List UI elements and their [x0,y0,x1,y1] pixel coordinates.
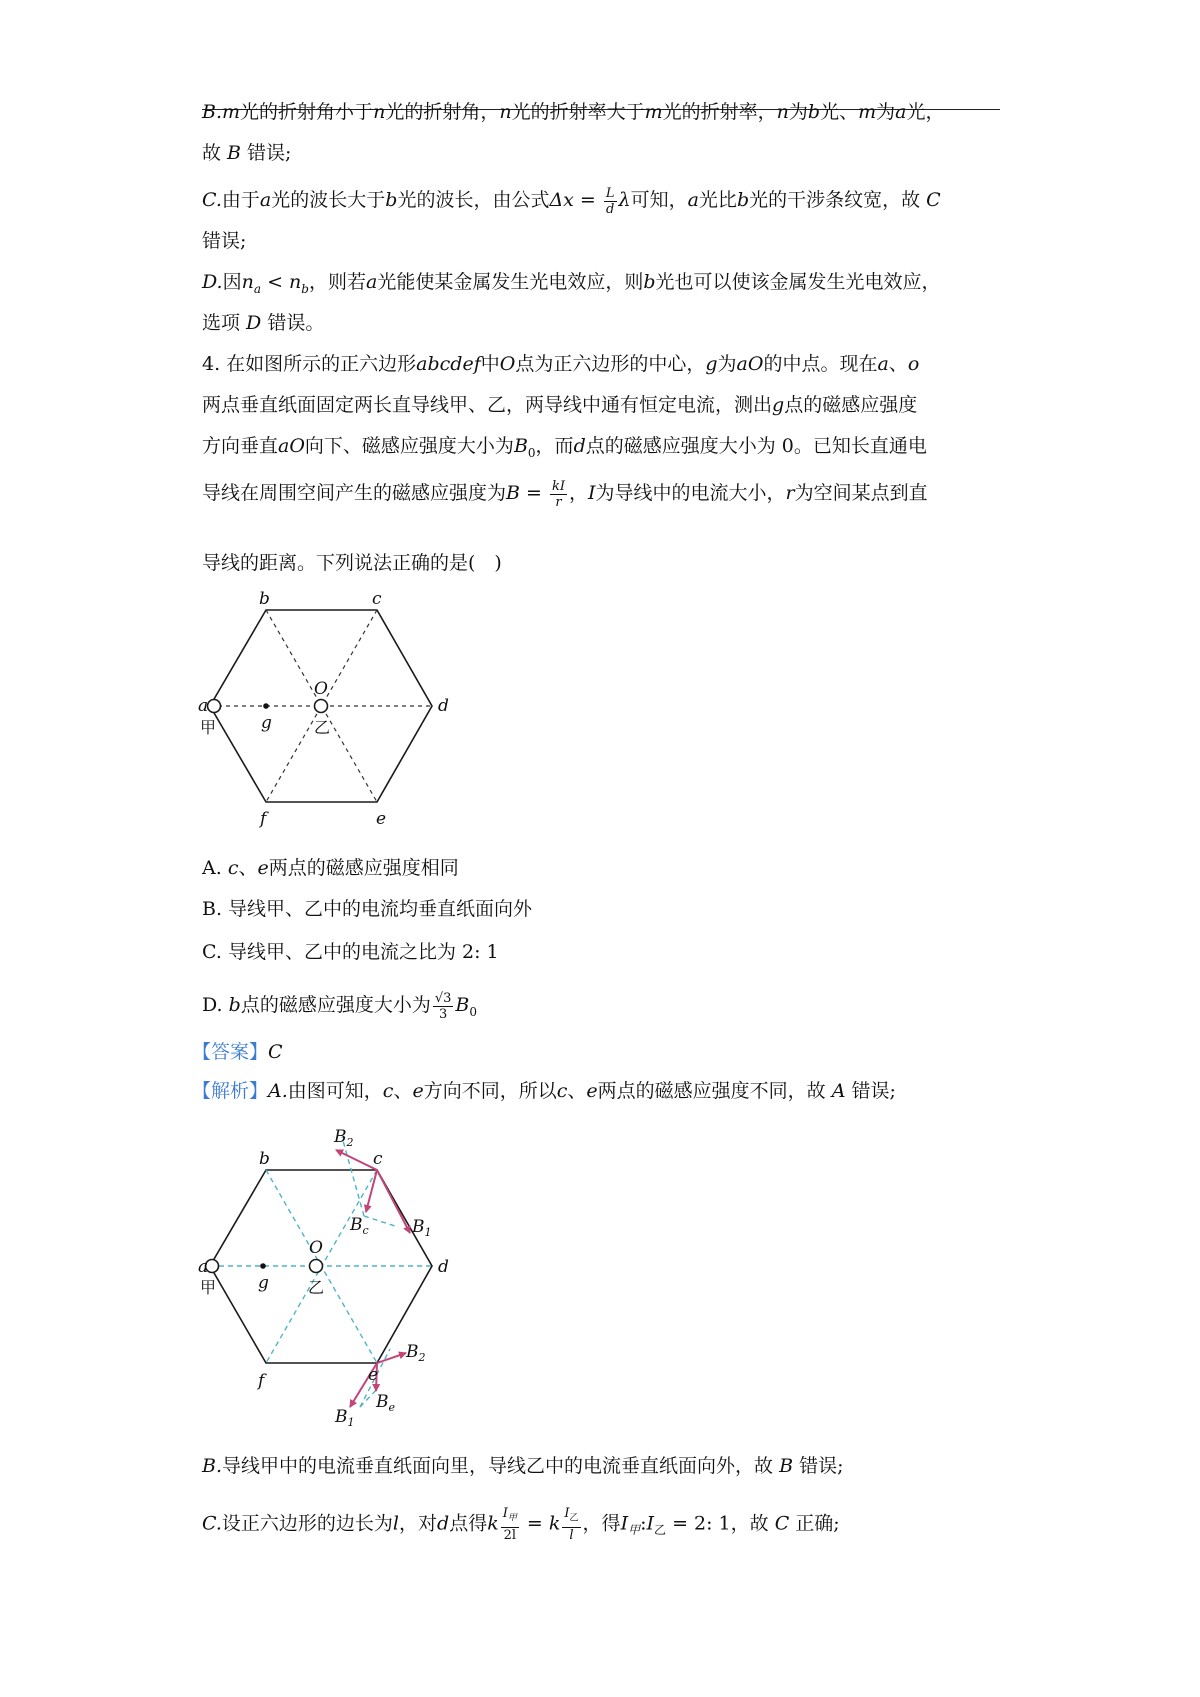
label-d: d [438,696,449,716]
hexagon-figure-2 [200,1112,520,1432]
var: n [776,101,789,123]
var: d [437,1512,450,1535]
label: D. [202,271,223,293]
label-B1-c: $B_1$ [412,1217,432,1239]
label-c: c [373,1149,383,1169]
var: C [774,1512,790,1535]
text: ， [569,482,589,504]
text: 两点垂直纸面固定两长直导线甲、乙，两导线中通有恒定电流，测出 [202,394,773,416]
text: 两点的磁感应强度不同，故 [597,1080,832,1102]
var: a [259,189,272,211]
var: e [586,1080,598,1102]
label-g: g [261,713,272,733]
var: C [926,189,941,211]
var: k [548,1512,561,1535]
label-jia: 甲 [200,1278,217,1297]
text: 光比 [698,189,737,211]
option-c [202,937,499,967]
text: = [519,482,548,504]
var: I [646,1512,655,1535]
question-4-line-1 [202,349,919,379]
label-f: f [260,809,267,829]
var: b [385,189,398,211]
var: aO [736,353,764,375]
label-c: c [372,589,382,609]
var: A [831,1080,846,1102]
label-B2-c: $B_2$ [334,1127,354,1149]
text: 可知， [630,189,688,211]
answer-line [192,1037,283,1067]
text: ，对 [399,1512,438,1535]
label-g: g [258,1273,269,1293]
text: 由于 [221,189,260,211]
vector-b1-c [377,1170,410,1233]
text: B. 导线甲、乙中的电流均垂直纸面向外 [202,898,533,920]
text: 由图可知， [287,1080,383,1102]
text: 设正六边形的边长为 [221,1512,393,1535]
analysis-tag: 【解析】 [192,1080,269,1102]
fraction [604,187,617,216]
text: 错误; [793,1455,844,1477]
text: 错误; [202,230,247,252]
answer-value: C [268,1041,283,1063]
text: 光、 [820,101,859,123]
var: a [877,353,889,375]
label-Bc: $B_c$ [350,1215,369,1237]
option-d [202,990,477,1027]
text: 点的磁感应强度大小为 [240,994,431,1016]
subscript: a [253,281,262,296]
label: A. [268,1080,288,1102]
denominator: l [569,1527,574,1543]
label-a: a [198,1257,209,1277]
question-4-line-3 [202,431,927,468]
text: 导线的距离。下列说法正确的是( ) [202,552,502,574]
fraction [550,480,567,509]
text-line-d-option [202,267,941,304]
label-a: a [198,696,209,716]
var: c [556,1080,568,1102]
text: 点得 [449,1512,488,1535]
text: 故 [202,142,228,164]
analysis-line [192,1076,896,1106]
var: a [687,189,699,211]
text: = [520,1512,549,1535]
label-b: b [259,589,270,609]
fraction [562,1507,580,1542]
var: m [222,101,241,123]
var: n [241,271,254,293]
label: B. [202,1455,223,1477]
var: b [643,271,656,293]
var: b [228,994,241,1016]
text: 错误; [241,142,292,164]
var: e [412,1080,424,1102]
var: r [785,482,795,504]
vector-bc [366,1170,377,1212]
var: l [392,1512,399,1535]
label-yi: 乙 [314,718,331,737]
var: b [807,101,821,123]
text: 正确; [789,1512,840,1535]
text: 因 [222,271,242,293]
numerator: √3 [434,990,452,1006]
subscript: b [301,281,309,296]
text: ，而 [535,435,574,457]
text: 中 [480,353,500,375]
var: B [455,994,470,1016]
subscript: 甲 [507,1513,517,1524]
denominator: 2l [503,1527,517,1543]
denominator: d [606,201,615,217]
text: 为 [876,101,896,123]
option-a [202,853,459,883]
subscript: 乙 [654,1523,667,1538]
var: m [644,101,663,123]
text: 点为正六边形的中心， [515,353,706,375]
question-4-line-2 [202,390,917,420]
var: a [895,101,907,123]
var: B [227,142,242,164]
text: 光的折射率， [662,101,777,123]
var: D [246,312,262,334]
subscript: 甲 [628,1523,641,1538]
text: 方向垂直 [202,435,279,457]
text-line [202,226,246,256]
label-f: f [258,1371,265,1391]
text-line [202,138,291,168]
var: m [858,101,877,123]
label-B1-e: $B_1$ [335,1407,355,1429]
text: 光的折射角， [385,101,500,123]
label-d: d [438,1257,449,1277]
text: 错误。 [261,312,325,334]
text: C. 导线甲、乙中的电流之比为 [202,941,462,963]
label-e: e [368,1365,379,1385]
text: 错误; [845,1080,896,1102]
text: 为空间某点到直 [794,482,928,504]
text: 光的干涉条纹宽，故 [749,189,927,211]
point-g [263,703,269,709]
analysis-c-line [202,1507,840,1545]
text: 光能使某金属发生光电效应，则 [377,271,644,293]
text: 导线甲中的电流垂直纸面向里，导线乙中的电流垂直纸面向外，故 [222,1455,780,1477]
var: O [499,353,516,375]
var: e [257,857,269,879]
text: 导线在周围空间产生的磁感应强度为 [202,482,507,504]
label-O: O [314,679,328,699]
text: 的中点。现在 [763,353,878,375]
var: λ [618,189,631,211]
text: 2: 1 [461,941,499,963]
text: 点的磁感应强度大小为 0。已知长直通电 [585,435,927,457]
question-4-line-5 [202,548,502,578]
text: 、 [567,1080,587,1102]
text: A. [202,857,228,879]
label-B2-e: $B_2$ [406,1342,426,1364]
var: B [506,482,520,504]
subscript: 乙 [569,1513,579,1524]
text: 两点的磁感应强度相同 [268,857,459,879]
text-line [202,308,324,338]
text: 选项 [202,312,247,334]
denominator: 3 [438,1006,448,1022]
label-e: e [376,809,387,829]
numerator [562,1507,580,1528]
hexagon-figure-1 [200,588,480,828]
text: 为 [788,101,808,123]
var: n [373,101,386,123]
fraction [433,992,454,1021]
var: n [499,101,512,123]
text: 、 [393,1080,413,1102]
label-jia: 甲 [200,718,217,737]
text: 4. 在如图所示的正六边形 [202,353,417,375]
wire-yi [315,700,328,713]
label: B. [202,101,223,123]
text: 光的折射角小于 [240,101,374,123]
wire-yi [310,1260,323,1273]
numerator: L [605,185,615,201]
text: ，则若 [308,271,366,293]
text: ，得 [582,1512,621,1535]
text-line-b-option [202,97,944,127]
var: B [513,435,528,457]
label-b: b [259,1149,270,1169]
var: o [907,353,920,375]
text: : [640,1512,647,1535]
text: 光也可以使该金属发生光电效应， [655,271,941,293]
text: 向下、磁感应强度大小为 [304,435,514,457]
subscript: 0 [469,1004,477,1019]
var: c [227,857,239,879]
var: n [289,271,302,293]
point-g [260,1263,266,1269]
var: b [736,189,750,211]
var: d [573,435,586,457]
var: I [588,482,596,504]
var: abcdef [416,353,481,375]
formula: Δx [549,189,574,211]
text: 方向不同，所以 [423,1080,557,1102]
text: < [261,271,290,293]
var: aO [278,435,305,457]
text: 为导线中的电流大小， [595,482,786,504]
var: I [564,1506,570,1521]
var: g [772,394,785,416]
numerator: kI [551,478,565,494]
var: k [487,1512,499,1535]
text: = 2: 1，故 [666,1512,775,1535]
text-line-c-option [202,185,941,216]
answer-tag: 【答案】 [192,1041,269,1063]
text: 、 [888,353,908,375]
text: 光的波长，由公式 [397,189,550,211]
question-4-line-4 [202,478,928,509]
text: 光的波长大于 [271,189,386,211]
label-yi: 乙 [308,1278,325,1297]
subscript: 0 [527,445,536,460]
var: I [502,1506,508,1521]
option-b [202,894,532,924]
var: a [365,271,378,293]
denominator: r [555,494,562,510]
fraction [501,1507,519,1542]
analysis-b-line [202,1451,843,1481]
label: C. [202,1512,222,1535]
text: 、 [238,857,258,879]
var: I [620,1512,629,1535]
vector-b2-c [336,1150,377,1170]
text: 光， [906,101,945,123]
label: C. [202,189,222,211]
var: g [705,353,718,375]
wire-jia [208,700,221,713]
text: 光的折射率大于 [511,101,645,123]
text: 为 [717,353,737,375]
text: = [573,189,602,211]
var: B [779,1455,794,1477]
label-O: O [309,1238,323,1258]
label-Be: $B_e$ [376,1392,396,1414]
text: D. [202,994,229,1016]
text: 点的磁感应强度 [784,394,918,416]
var: c [382,1080,394,1102]
numerator [501,1507,519,1528]
